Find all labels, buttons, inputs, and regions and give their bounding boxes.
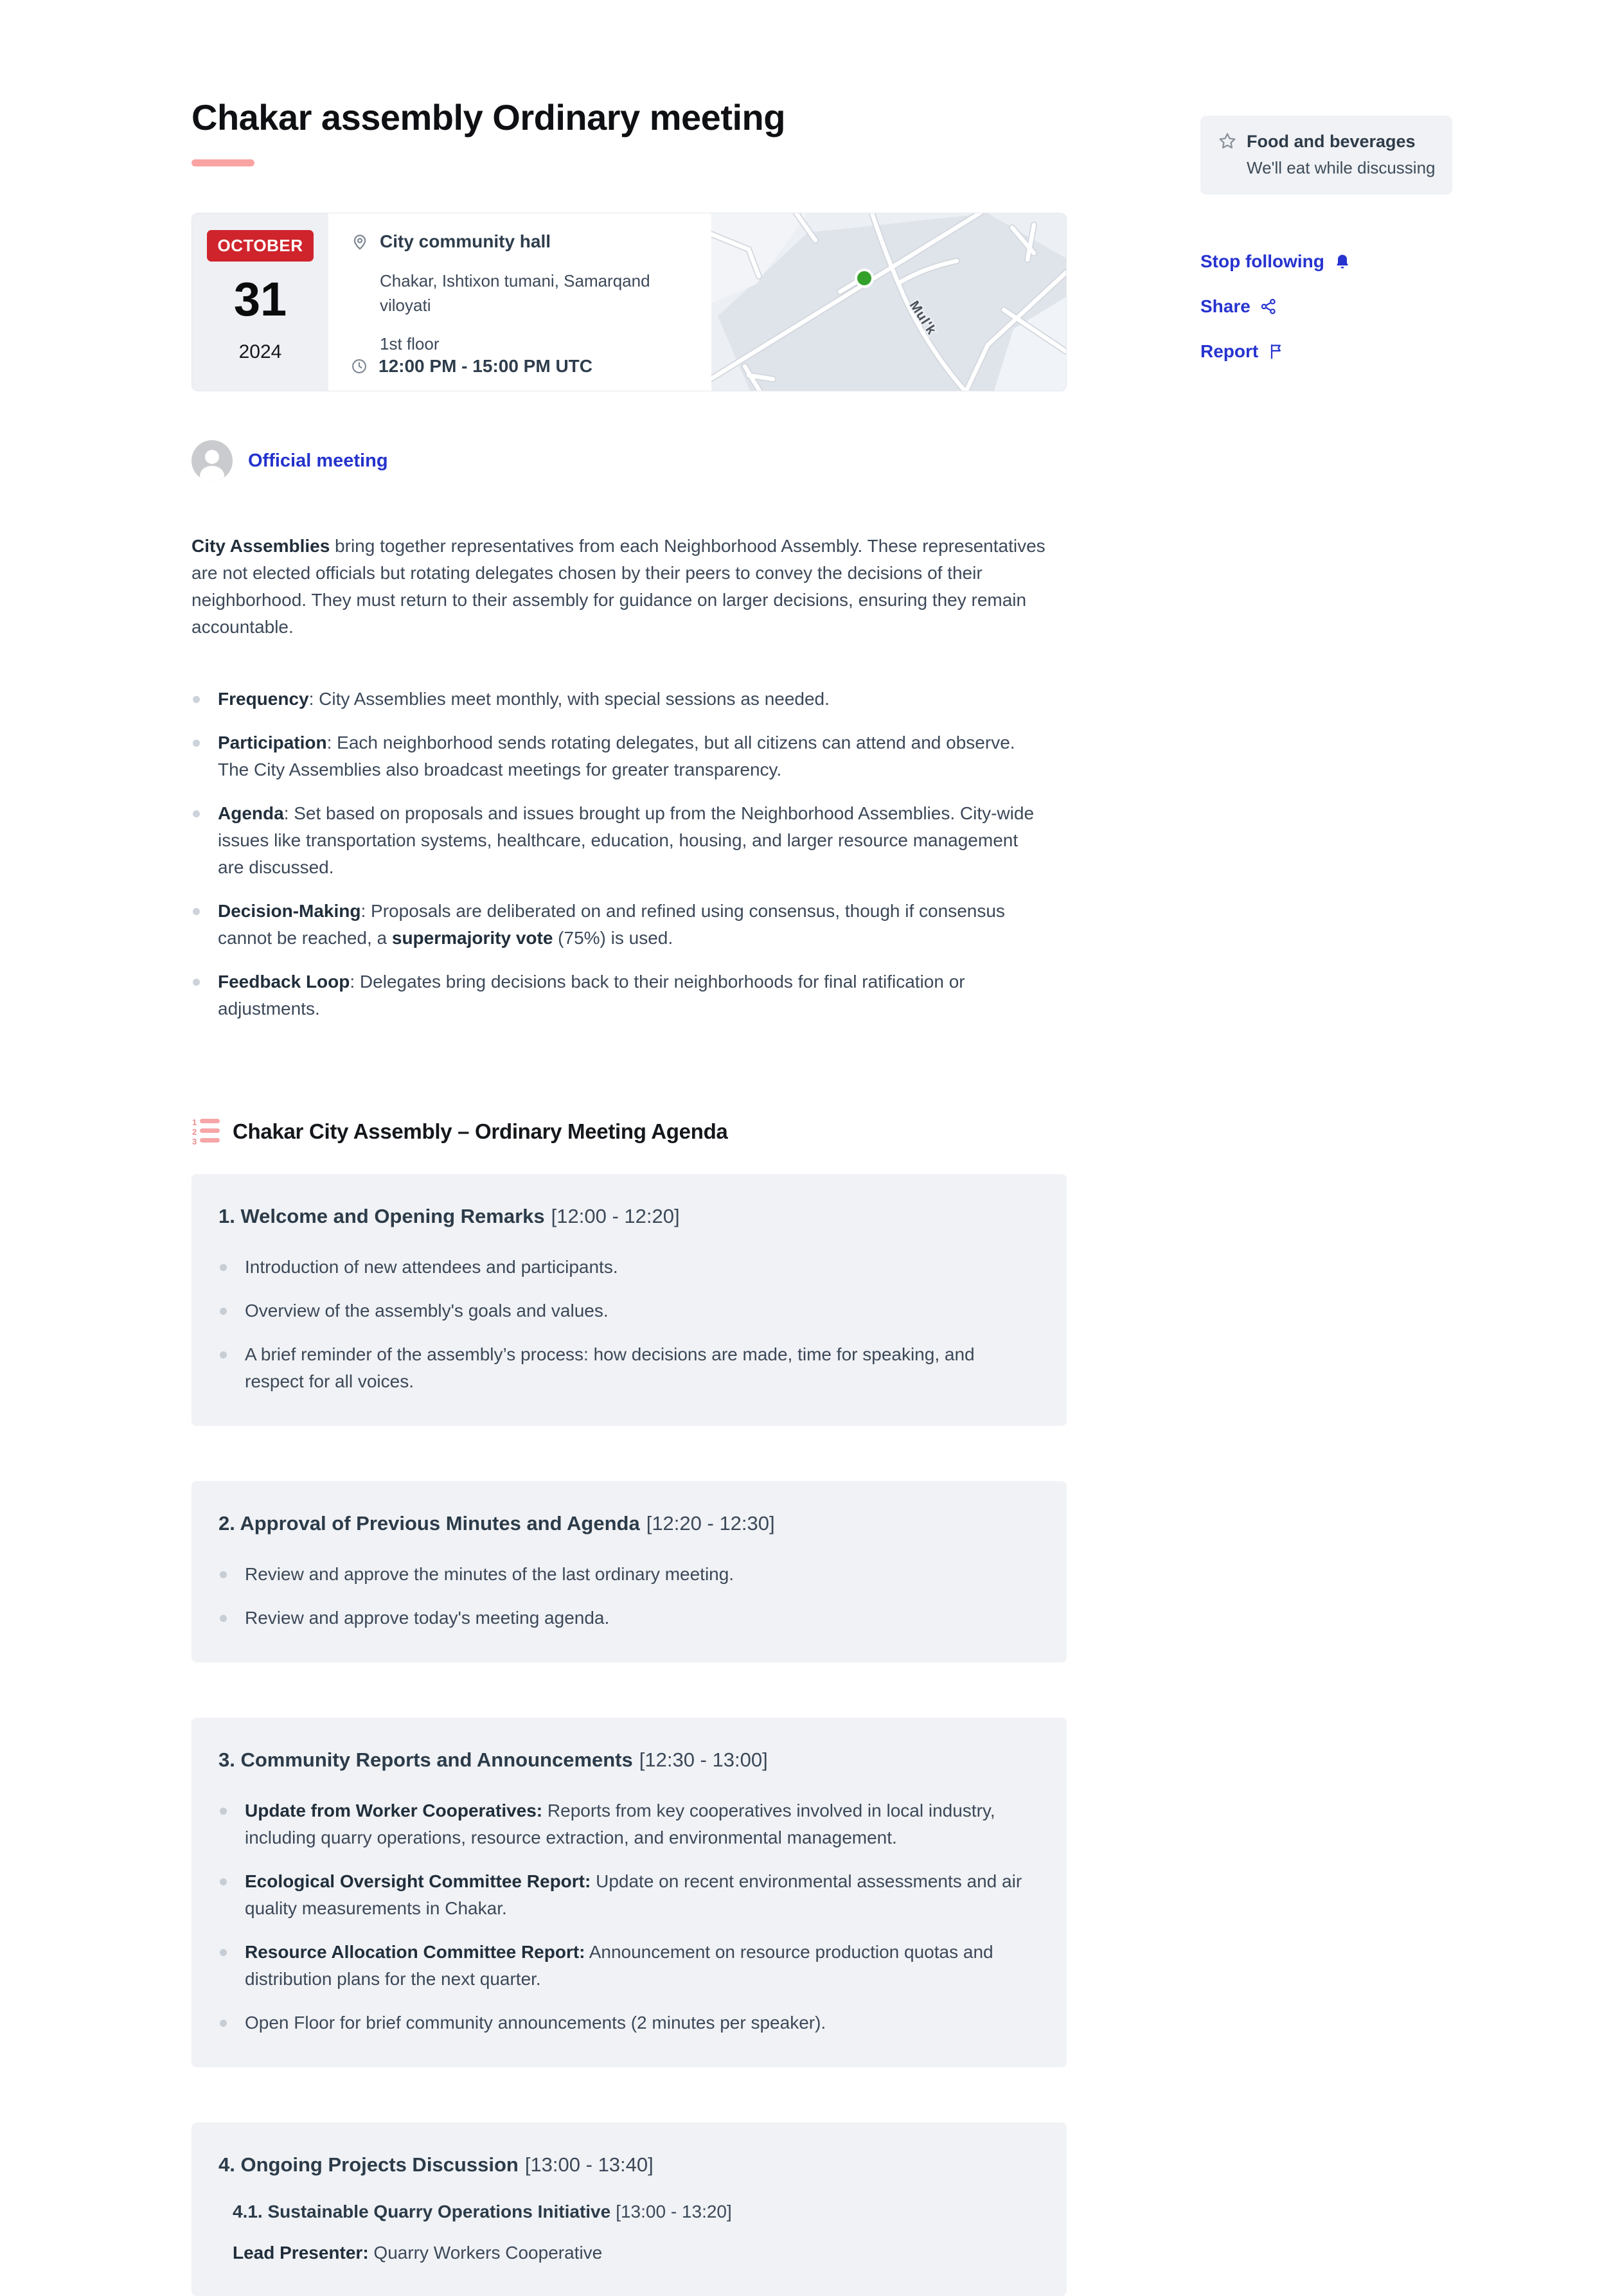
bell-icon	[1333, 253, 1351, 271]
intro-lead: City Assemblies	[191, 536, 330, 556]
sidebar	[1200, 116, 1452, 386]
list-item: Frequency: City Assemblies meet monthly, with special sessions as needed.	[191, 686, 1067, 713]
list-item: Agenda: Set based on proposals and issues brought up from the Neighborhood Assemblies. City-wide issues like transportation systems, healthcare, education, housing, and larger resource management are discussed.	[191, 800, 1067, 881]
date-year: 2024	[238, 341, 282, 362]
report-button[interactable]: Report	[1200, 341, 1452, 362]
extra-info-subtitle: We'll eat while discussing	[1247, 158, 1436, 177]
svg-text:1: 1	[192, 1117, 197, 1127]
list-item: Resource Allocation Committee Report: Announcement on resource production quotas and distribution plans for the next quarter.	[218, 1939, 1040, 1993]
bullet-dot	[220, 1264, 227, 1271]
agenda-section-time: [12:20 - 12:30]	[646, 1512, 775, 1535]
agenda-section-2	[191, 1481, 1067, 1662]
ordered-list-icon	[191, 1117, 221, 1146]
bullet-dot	[193, 908, 200, 915]
list-item: Decision-Making: Proposals are deliberated on and refined using consensus, though if consensus cannot be reached, a supermajority vote (75%) is used.	[191, 898, 1067, 952]
list-item: Review and approve the minutes of the last ordinary meeting.	[218, 1561, 1040, 1588]
star-icon	[1217, 131, 1238, 152]
bullet-dot	[193, 740, 200, 747]
bullet-dot	[220, 1351, 227, 1358]
map-canvas	[711, 213, 1066, 391]
intro-rest: bring together representatives from each Neighborhood Assembly. These representatives are not elected officials but rotating delegates chosen by their peers to convey the decisions of their neighborhood. They must return to their assembly for guidance on larger decisions, ensuring they remain accountable.	[191, 536, 1046, 637]
extra-info-card	[1200, 116, 1452, 195]
list-item: A brief reminder of the assembly’s process: how decisions are made, time for speaking, and respect for all voices.	[218, 1341, 1040, 1395]
event-summary-card	[191, 213, 1067, 391]
svg-text:2: 2	[192, 1127, 197, 1137]
agenda-section-4	[191, 2122, 1067, 2296]
agenda-heading-row	[191, 1117, 1067, 1146]
svg-text:3: 3	[192, 1137, 197, 1146]
street-label: Mul'k	[906, 298, 939, 338]
bullet-dot	[220, 1615, 227, 1622]
bullet-dot	[220, 1308, 227, 1315]
event-description-intro	[191, 533, 1053, 641]
sidebar-actions	[1200, 251, 1452, 362]
bullet-dot	[193, 696, 200, 703]
bullet-dot	[193, 810, 200, 817]
flag-icon	[1267, 343, 1285, 360]
agenda-section-time: [13:00 - 13:40]	[524, 2153, 654, 2176]
agenda-section-time: [12:00 - 12:20]	[551, 1205, 680, 1227]
extra-info-title: Food and beverages	[1247, 131, 1416, 151]
title-underline	[191, 159, 254, 166]
description-bullet-list	[191, 686, 1067, 1022]
stop-following-button[interactable]: Stop following	[1200, 251, 1452, 272]
agenda-subsection-title: 4.1. Sustainable Quarry Operations Initiative [13:00 - 13:20]	[233, 2202, 732, 2221]
share-nodes-icon	[1260, 298, 1277, 316]
bullet-dot	[220, 1878, 227, 1885]
clock-icon	[350, 357, 368, 375]
location-name: City community hall	[380, 231, 551, 251]
agenda-section-title: 2. Approval of Previous Minutes and Agenda	[218, 1512, 640, 1535]
bullet-dot	[193, 979, 200, 986]
agenda-heading: Chakar City Assembly – Ordinary Meeting Agenda	[233, 1119, 728, 1143]
organizer-link[interactable]: Official meeting	[248, 450, 388, 471]
date-day: 31	[233, 272, 287, 326]
avatar	[191, 440, 233, 481]
bullet-dot	[220, 2020, 227, 2027]
bullet-dot	[220, 1949, 227, 1956]
bullet-dot	[220, 1571, 227, 1578]
list-item: Overview of the assembly's goals and values.	[218, 1297, 1040, 1324]
event-info-panel	[328, 213, 711, 391]
organizer-row	[191, 440, 1067, 481]
date-card	[192, 213, 328, 391]
agenda-section-1	[191, 1174, 1067, 1426]
list-item: Open Floor for brief community announcements (2 minutes per speaker).	[218, 2009, 1040, 2036]
agenda-section-title: 3. Community Reports and Announcements	[218, 1749, 633, 1771]
page-title: Chakar assembly Ordinary meeting	[191, 97, 785, 138]
agenda-section-time: [12:30 - 13:00]	[639, 1749, 768, 1771]
agenda-section-title: 1. Welcome and Opening Remarks	[218, 1205, 545, 1227]
bullet-dot	[220, 1808, 227, 1815]
map-thumbnail[interactable]	[711, 213, 1066, 391]
lead-presenter-line: Lead Presenter: Quarry Workers Cooperative	[233, 2243, 603, 2263]
list-item: Introduction of new attendees and participants.	[218, 1254, 1040, 1281]
event-page-main	[191, 95, 1067, 2296]
list-item: Feedback Loop: Delegates bring decisions back to their neighborhoods for final ratification or adjustments.	[191, 968, 1067, 1022]
date-month-badge: OCTOBER	[207, 230, 313, 262]
list-item: Participation: Each neighborhood sends rotating delegates, but all citizens can attend and observe. The City Assemblies also broadcast meetings for greater transparency.	[191, 729, 1067, 783]
list-item: Review and approve today's meeting agenda.	[218, 1605, 1040, 1632]
location-details: 1st floor	[380, 334, 440, 353]
agenda-section-3	[191, 1718, 1067, 2067]
share-button[interactable]: Share	[1200, 296, 1452, 317]
event-time-range: 12:00 PM - 15:00 PM UTC	[378, 356, 592, 376]
location-address: Chakar, Ishtixon tumani, Samarqand viloyati	[380, 271, 650, 315]
map-marker	[856, 270, 873, 287]
agenda-section-title: 4. Ongoing Projects Discussion	[218, 2153, 519, 2176]
list-item: Ecological Oversight Committee Report: Update on recent environmental assessments and air quality measurements in Chakar.	[218, 1868, 1040, 1922]
list-item: Update from Worker Cooperatives: Reports from key cooperatives involved in local industry, including quarry operations, resource extraction, and environmental management.	[218, 1797, 1040, 1851]
location-pin-icon	[350, 232, 369, 251]
